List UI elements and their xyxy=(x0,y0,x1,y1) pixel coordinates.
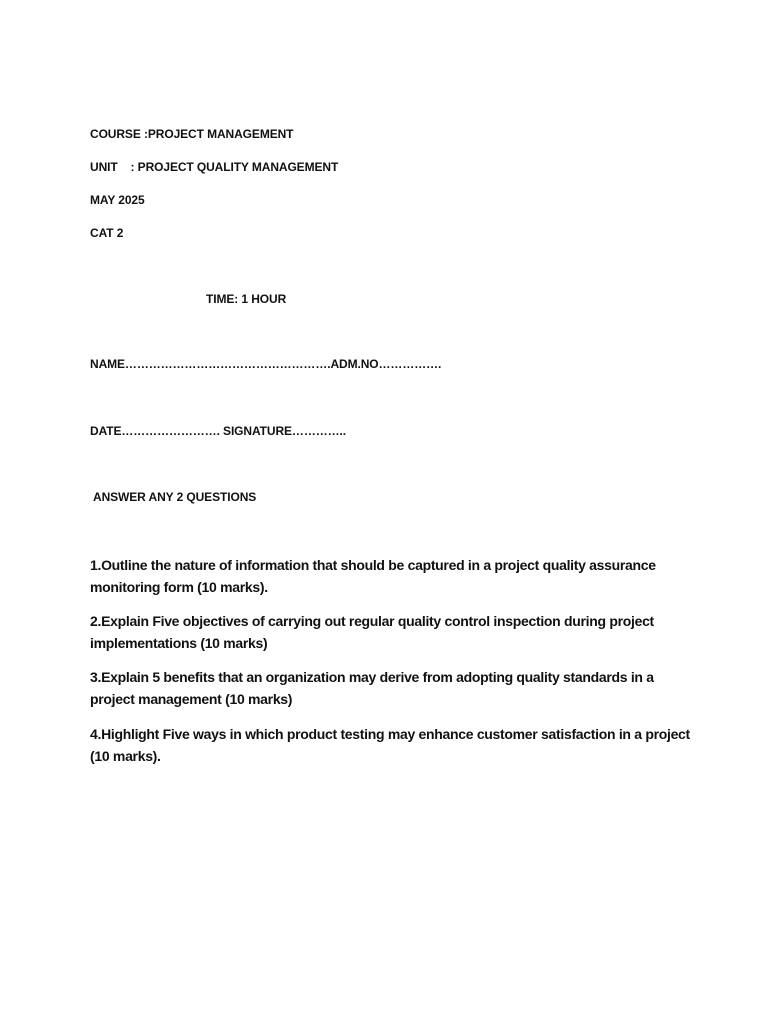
cat-line: CAT 2 xyxy=(90,226,124,240)
instruction-line: ANSWER ANY 2 QUESTIONS xyxy=(93,490,257,504)
question-2: 2.Explain Five objectives of carrying out regular quality control inspection during project implementations (10 marks) xyxy=(90,613,654,651)
course-line: COURSE :PROJECT MANAGEMENT xyxy=(90,127,294,141)
date-signature-field: DATE……………………. SIGNATURE………….. xyxy=(90,424,346,438)
time-line: TIME: 1 HOUR xyxy=(206,292,287,306)
question-3: 3.Explain 5 benefits that an organization may derive from adopting quality standards in a project management (10 marks) xyxy=(90,669,654,707)
question-4: 4.Highlight Five ways in which product testing may enhance customer satisfaction in a project (10 marks). xyxy=(90,726,690,764)
name-adm-field: NAME…………………………………………….ADM.NO……………. xyxy=(90,357,442,371)
exam-date-line: MAY 2025 xyxy=(90,193,145,207)
unit-line: UNIT : PROJECT QUALITY MANAGEMENT xyxy=(90,160,339,174)
question-1: 1.Outline the nature of information that should be captured in a project quality assurance monitoring form (10 marks). xyxy=(90,557,656,595)
